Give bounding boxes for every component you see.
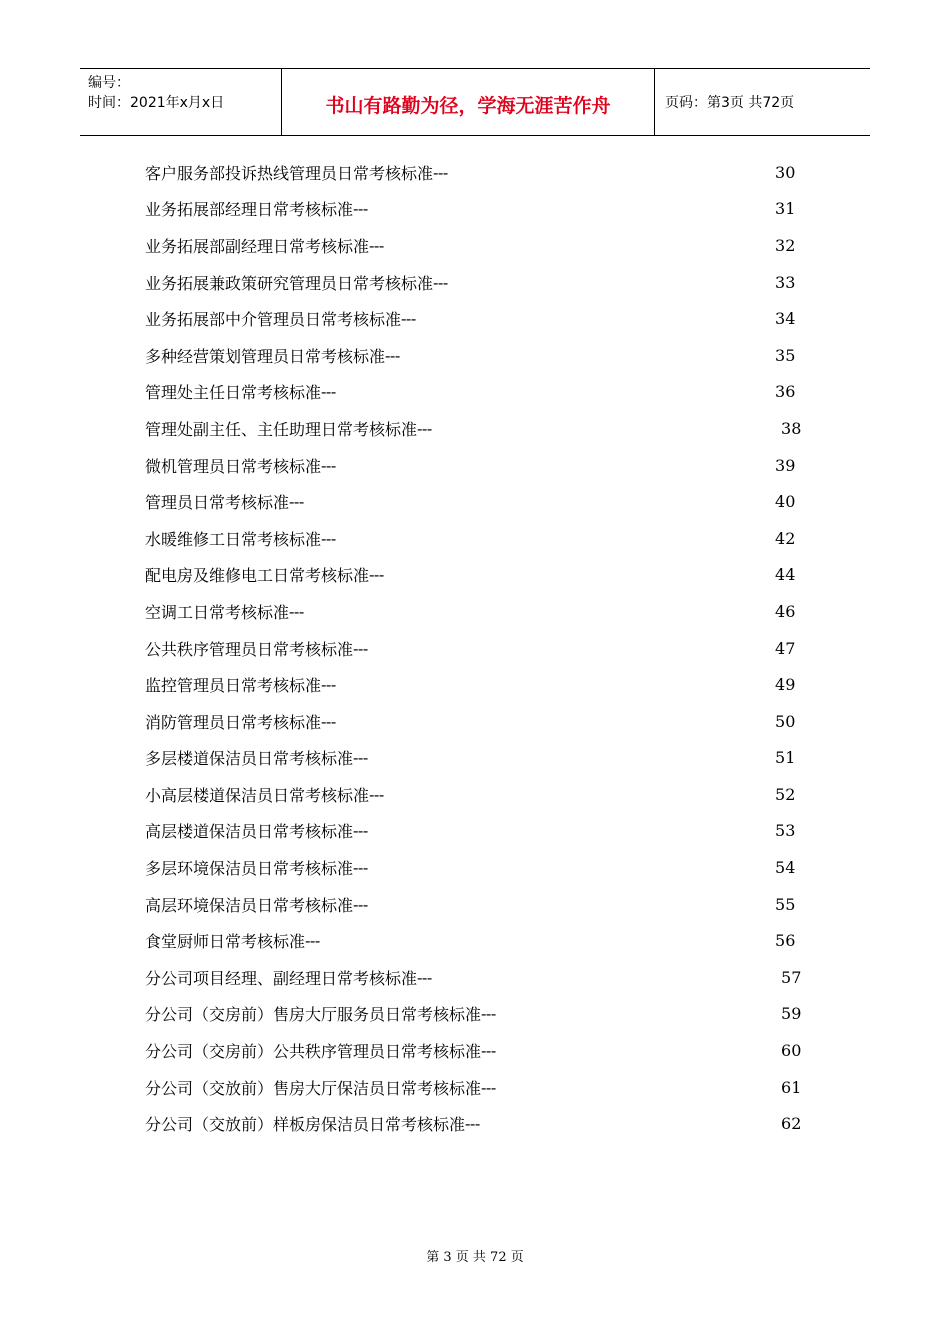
toc-entry[interactable] xyxy=(145,264,825,301)
toc-entry-page: 60 xyxy=(781,1041,802,1061)
toc-entry-title: 业务拓展部经理日常考核标准 xyxy=(145,200,354,220)
toc-entry-leader: --- xyxy=(369,235,384,255)
toc-entry-leader: --- xyxy=(353,858,368,878)
toc-entry-title: 业务拓展部中介管理员日常考核标准 xyxy=(145,310,402,330)
toc-entry-title: 微机管理员日常考核标准 xyxy=(145,456,322,476)
toc-entry[interactable] xyxy=(145,1032,825,1069)
document-time: 时间：2021年x月x日 xyxy=(88,95,225,111)
toc-entry-leader: --- xyxy=(465,1114,480,1134)
toc-entry[interactable] xyxy=(145,959,825,996)
toc-entry-page: 46 xyxy=(775,601,796,621)
toc-entry[interactable] xyxy=(145,410,825,447)
toc-entry[interactable] xyxy=(145,813,825,850)
toc-entry-title: 公共秩序管理员日常考核标准 xyxy=(145,639,354,659)
toc-entry-page: 61 xyxy=(781,1077,802,1097)
toc-entry-leader: --- xyxy=(481,1077,496,1097)
toc-entry-page: 50 xyxy=(775,711,796,731)
toc-entry-title: 管理处主任日常考核标准 xyxy=(145,383,322,403)
toc-entry-leader: --- xyxy=(433,272,448,292)
table-of-contents xyxy=(145,154,825,1142)
toc-entry[interactable] xyxy=(145,447,825,484)
toc-entry-page: 53 xyxy=(775,821,796,841)
toc-entry-leader: --- xyxy=(353,638,368,658)
toc-entry-page: 62 xyxy=(781,1114,802,1134)
toc-entry-title: 客户服务部投诉热线管理员日常考核标准 xyxy=(145,163,434,183)
toc-entry-leader: --- xyxy=(433,162,448,182)
toc-entry-title: 食堂厨师日常考核标准 xyxy=(145,932,306,952)
toc-entry-leader: --- xyxy=(321,382,336,402)
toc-entry-title: 高层楼道保洁员日常考核标准 xyxy=(145,822,354,842)
toc-entry-page: 32 xyxy=(775,235,796,255)
toc-entry-page: 47 xyxy=(775,638,796,658)
toc-entry-leader: --- xyxy=(417,418,432,438)
toc-entry-page: 49 xyxy=(775,675,796,695)
toc-entry-title: 小高层楼道保洁员日常考核标准 xyxy=(145,785,370,805)
toc-entry[interactable] xyxy=(145,374,825,411)
toc-entry[interactable] xyxy=(145,666,825,703)
header-meta xyxy=(80,69,282,135)
toc-entry-leader: --- xyxy=(353,894,368,914)
toc-entry-page: 30 xyxy=(775,162,796,182)
toc-entry[interactable] xyxy=(145,776,825,813)
toc-entry[interactable] xyxy=(145,300,825,337)
toc-entry-leader: --- xyxy=(481,1004,496,1024)
toc-entry-title: 管理处副主任、主任助理日常考核标准 xyxy=(145,419,418,439)
toc-entry-title: 分公司（交放前）样板房保洁员日常考核标准 xyxy=(145,1115,466,1135)
toc-entry[interactable] xyxy=(145,849,825,886)
toc-entry-page: 54 xyxy=(775,858,796,878)
toc-entry-page: 33 xyxy=(775,272,796,292)
toc-entry-leader: --- xyxy=(289,601,304,621)
toc-entry-page: 38 xyxy=(781,418,802,438)
toc-entry[interactable] xyxy=(145,520,825,557)
toc-entry[interactable] xyxy=(145,922,825,959)
toc-entry-page: 35 xyxy=(775,345,796,365)
toc-entry[interactable] xyxy=(145,996,825,1033)
toc-entry-leader: --- xyxy=(353,199,368,219)
toc-entry-page: 39 xyxy=(775,455,796,475)
header-page-info: 页码：第3页 共72页 xyxy=(665,95,795,111)
toc-entry-leader: --- xyxy=(305,931,320,951)
toc-entry-page: 51 xyxy=(775,748,796,768)
document-number-label: 编号： xyxy=(88,75,130,91)
toc-entry-leader: --- xyxy=(417,967,432,987)
toc-entry-page: 34 xyxy=(775,309,796,329)
toc-entry-title: 多层环境保洁员日常考核标准 xyxy=(145,859,354,879)
toc-entry-leader: --- xyxy=(369,565,384,585)
toc-entry-page: 52 xyxy=(775,784,796,804)
toc-entry[interactable] xyxy=(145,227,825,264)
toc-entry-title: 分公司（交房前）公共秩序管理员日常考核标准 xyxy=(145,1042,482,1062)
toc-entry-title: 多种经营策划管理员日常考核标准 xyxy=(145,346,386,366)
toc-entry[interactable] xyxy=(145,1069,825,1106)
page-header xyxy=(80,68,870,136)
toc-entry-title: 消防管理员日常考核标准 xyxy=(145,712,322,732)
toc-entry-page: 55 xyxy=(775,894,796,914)
toc-entry[interactable] xyxy=(145,1105,825,1142)
toc-entry[interactable] xyxy=(145,703,825,740)
toc-entry-title: 分公司（交放前）售房大厅保洁员日常考核标准 xyxy=(145,1078,482,1098)
page-footer: 第 3 页 共 72 页 xyxy=(426,1250,524,1265)
toc-entry-title: 多层楼道保洁员日常考核标准 xyxy=(145,749,354,769)
toc-entry-title: 分公司（交房前）售房大厅服务员日常考核标准 xyxy=(145,1005,482,1025)
toc-entry[interactable] xyxy=(145,191,825,228)
toc-entry-leader: --- xyxy=(321,528,336,548)
toc-entry[interactable] xyxy=(145,337,825,374)
toc-entry-leader: --- xyxy=(401,309,416,329)
toc-entry[interactable] xyxy=(145,593,825,630)
toc-entry-leader: --- xyxy=(369,784,384,804)
toc-entry-page: 44 xyxy=(775,565,796,585)
toc-entry[interactable] xyxy=(145,886,825,923)
toc-entry-leader: --- xyxy=(353,821,368,841)
toc-entry-title: 分公司项目经理、副经理日常考核标准 xyxy=(145,968,418,988)
header-motto: 书山有路勤为径，学海无涯苦作舟 xyxy=(282,69,655,135)
toc-entry-title: 业务拓展部副经理日常考核标准 xyxy=(145,236,370,256)
toc-entry-leader: --- xyxy=(289,492,304,512)
toc-entry-page: 57 xyxy=(781,967,802,987)
toc-entry-title: 高层环境保洁员日常考核标准 xyxy=(145,895,354,915)
toc-entry[interactable] xyxy=(145,740,825,777)
toc-entry-leader: --- xyxy=(321,675,336,695)
toc-entry-title: 业务拓展兼政策研究管理员日常考核标准 xyxy=(145,273,434,293)
toc-entry-page: 31 xyxy=(775,199,796,219)
toc-entry[interactable] xyxy=(145,557,825,594)
toc-entry-title: 监控管理员日常考核标准 xyxy=(145,676,322,696)
toc-entry[interactable] xyxy=(145,154,825,191)
toc-entry[interactable] xyxy=(145,630,825,667)
toc-entry-title: 管理员日常考核标准 xyxy=(145,493,290,513)
toc-entry-page: 42 xyxy=(775,528,796,548)
toc-entry-title: 配电房及维修电工日常考核标准 xyxy=(145,566,370,586)
toc-entry-leader: --- xyxy=(321,455,336,475)
toc-entry[interactable] xyxy=(145,483,825,520)
toc-entry-page: 59 xyxy=(781,1004,802,1024)
toc-entry-title: 水暖维修工日常考核标准 xyxy=(145,529,322,549)
toc-entry-title: 空调工日常考核标准 xyxy=(145,602,290,622)
toc-entry-page: 36 xyxy=(775,382,796,402)
toc-entry-leader: --- xyxy=(353,748,368,768)
toc-entry-page: 40 xyxy=(775,492,796,512)
toc-entry-page: 56 xyxy=(775,931,796,951)
toc-entry-leader: --- xyxy=(481,1041,496,1061)
toc-entry-leader: --- xyxy=(385,345,400,365)
toc-entry-leader: --- xyxy=(321,711,336,731)
